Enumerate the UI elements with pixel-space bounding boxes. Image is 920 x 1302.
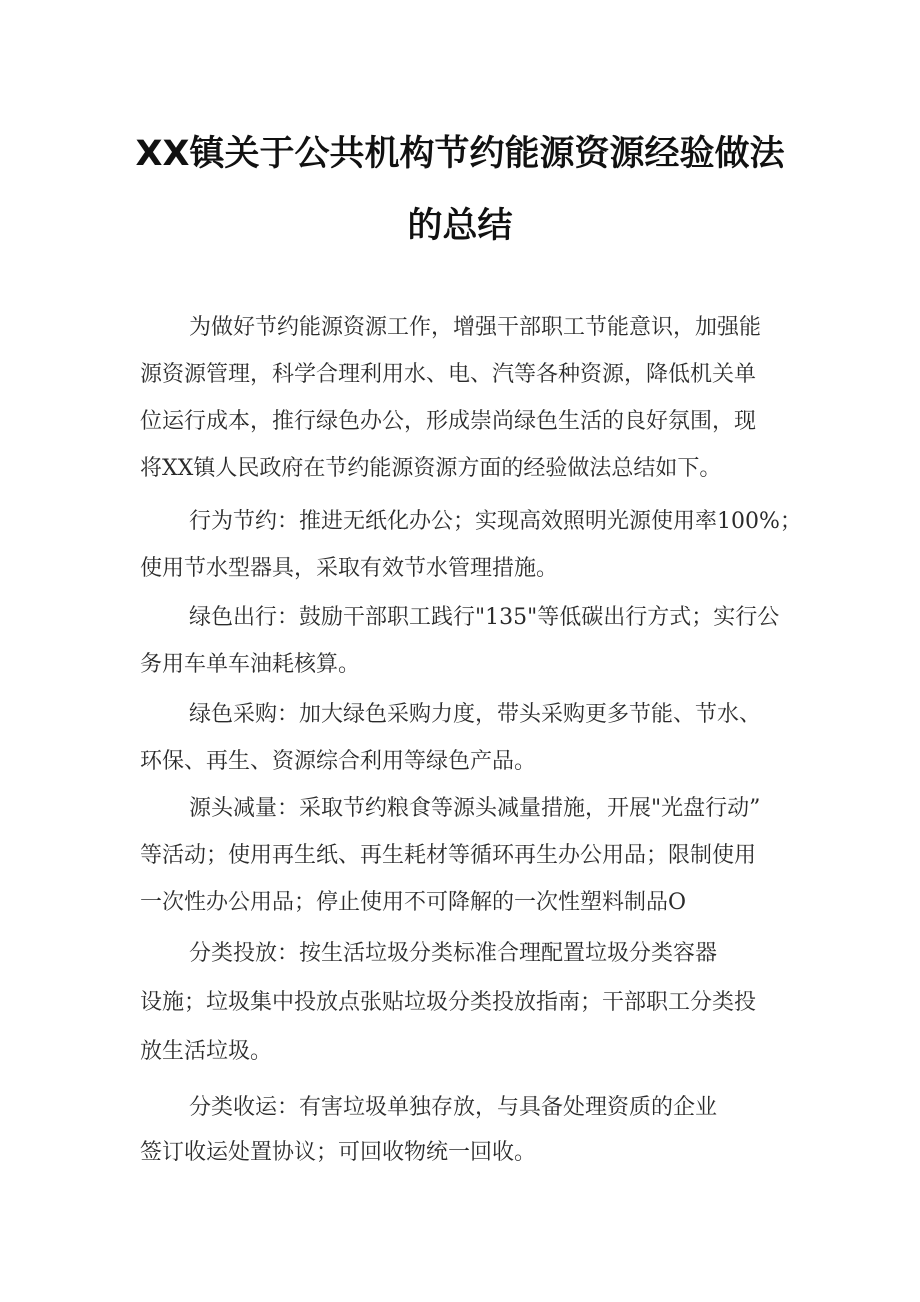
paragraph-line: 等活动；使用再生纸、再生耗材等循环再生办公用品；限制使用 [140, 843, 757, 868]
paragraph-line: 务用车单车油耗核算。 [140, 652, 361, 677]
paragraph-line: 源头减量：采取节约粮食等源头减量措施，开展"光盘行动” [189, 796, 761, 821]
paragraph-line: 一次性办公用品；停止使用不可降解的一次性塑料制品O [140, 890, 687, 915]
paragraph-line: 为做好节约能源资源工作，增强干部职工节能意识，加强能 [189, 315, 762, 340]
document-title-line-2: 的总结 [407, 206, 513, 246]
paragraph-line: 使用节水型器具，采取有效节水管理措施。 [140, 556, 559, 581]
document-title-line-1: XX镇关于公共机构节约能源资源经验做法 [135, 134, 785, 174]
paragraph-line: 设施；垃圾集中投放点张贴垃圾分类投放指南；干部职工分类投 [140, 990, 757, 1015]
paragraph-line: 环保、再生、资源综合利用等绿色产品。 [140, 749, 537, 774]
paragraph-line: 将XX镇人民政府在节约能源资源方面的经验做法总结如下。 [140, 456, 722, 481]
paragraph-line: 源资源管理，科学合理利用水、电、汽等各种资源，降低机关单 [140, 362, 757, 387]
paragraph-line: 绿色采购：加大绿色采购力度，带头采购更多节能、节水、 [189, 702, 762, 727]
paragraph-line: 绿色出行：鼓励干部职工践行"135"等低碳出行方式；实行公 [189, 605, 780, 630]
paragraph-line: 行为节约：推进无纸化办公；实现高效照明光源使用率100%； [189, 509, 802, 534]
paragraph-line: 分类投放：按生活垃圾分类标准合理配置垃圾分类容器 [189, 941, 718, 966]
paragraph-line: 签订收运处置协议；可回收物统一回收。 [140, 1140, 537, 1165]
paragraph-line: 位运行成本，推行绿色办公，形成崇尚绿色生活的良好氛围，现 [140, 409, 757, 434]
paragraph-line: 放生活垃圾。 [140, 1039, 273, 1064]
paragraph-line: 分类收运：有害垃圾单独存放，与具备处理资质的企业 [189, 1095, 718, 1120]
